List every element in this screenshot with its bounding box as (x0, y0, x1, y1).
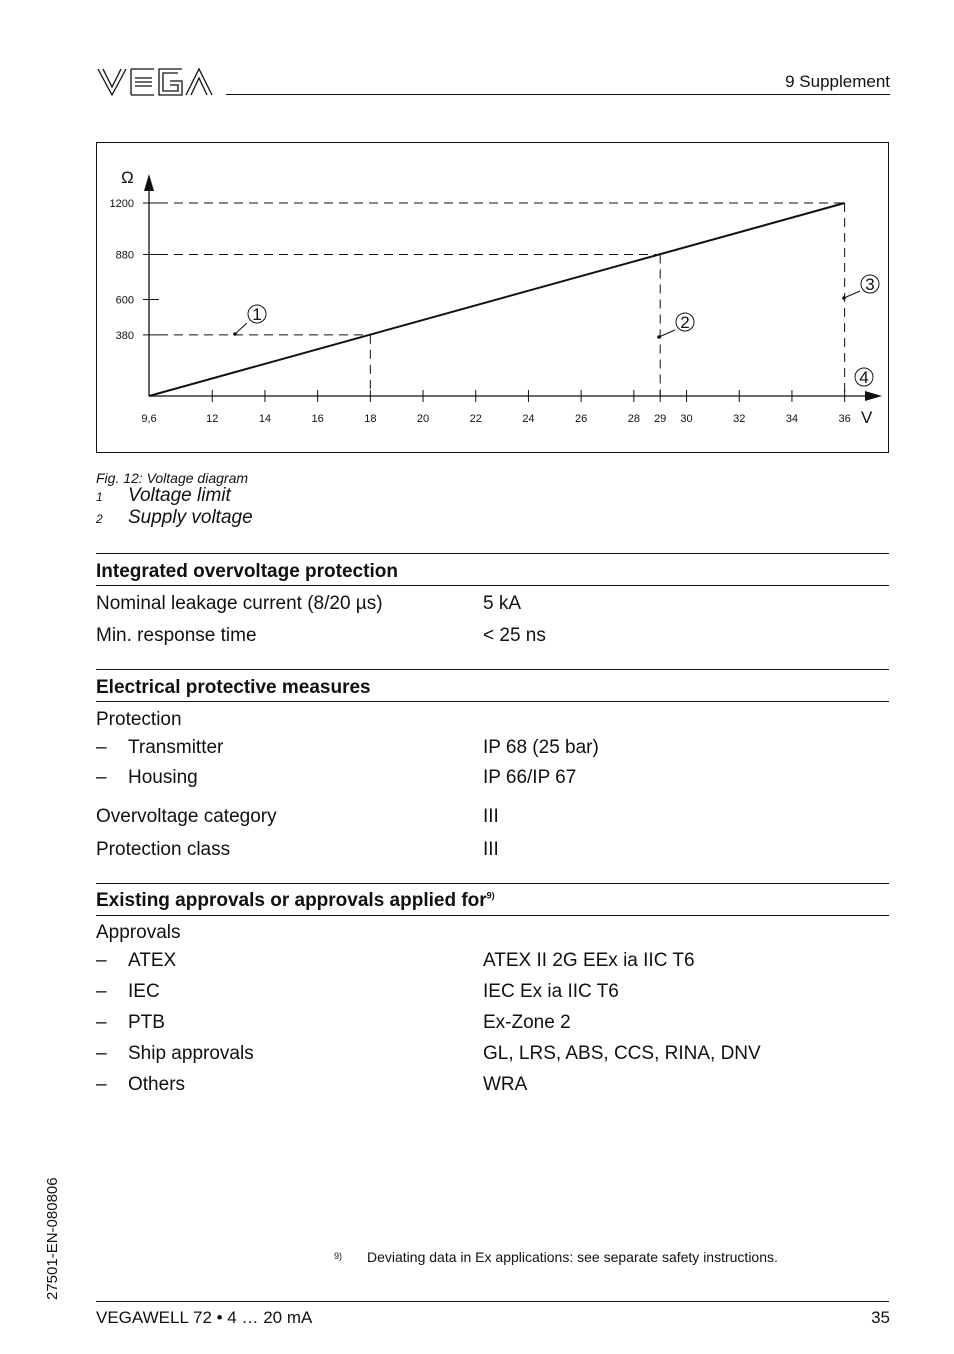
footnote-text: Deviating data in Ex applications: see separate safety instructions. (367, 1249, 778, 1265)
spec-label: ATEX (128, 950, 177, 971)
section-rule-bottom (96, 585, 889, 586)
list-dash: – (96, 950, 107, 971)
x-tick-label: 26 (575, 413, 588, 425)
spec-value: IEC Ex ia IIC T6 (483, 981, 619, 1002)
document-id: 27501-EN-080806 (44, 1177, 61, 1300)
spec-value: III (483, 839, 499, 860)
x-tick-label: 12 (206, 413, 219, 425)
spec-label: PTB (128, 1012, 165, 1033)
spec-value: Ex-Zone 2 (483, 1012, 571, 1033)
x-tick-label: 24 (522, 413, 535, 425)
x-tick-label: 9,6 (141, 413, 157, 425)
legend-item-1 (96, 485, 231, 507)
list-dash: – (96, 767, 107, 788)
footer-product: VEGAWELL 72 • 4 … 20 mA (96, 1308, 313, 1327)
x-axis-label: V (861, 408, 873, 427)
legend-text: Supply voltage (128, 507, 253, 528)
x-tick-label: 18 (364, 413, 377, 425)
list-dash: – (96, 737, 107, 758)
x-tick-label: 34 (785, 413, 799, 425)
callout-leader (235, 323, 247, 334)
footnote-ref: 9) (486, 890, 495, 901)
spec-label: Nominal leakage current (8/20 µs) (96, 593, 383, 614)
section-rule-top (96, 669, 889, 670)
x-tick-label: 29 (654, 413, 667, 425)
list-dash: – (96, 981, 107, 1002)
footnote-mark: 9) (334, 1251, 343, 1261)
section-title: Electrical protective measures (96, 677, 371, 698)
y-tick-label: 1200 (109, 198, 134, 210)
x-axis-arrow (865, 391, 882, 401)
spec-value: III (483, 806, 499, 827)
spec-label: Housing (128, 767, 198, 788)
group-label: Protection (96, 709, 182, 730)
voltage-chart-svg (97, 143, 890, 454)
callout-number: 1 (252, 305, 262, 324)
callout-number: 2 (680, 313, 690, 332)
spec-label: Transmitter (128, 737, 224, 758)
voltage-diagram (96, 142, 889, 453)
spec-value: WRA (483, 1074, 528, 1095)
legend-number: 2 (96, 512, 103, 526)
spec-label: Overvoltage category (96, 806, 277, 827)
section-rule-top (96, 883, 889, 884)
footer-rule (96, 1301, 889, 1302)
callout-dot (233, 332, 237, 336)
y-tick-label: 380 (115, 329, 134, 342)
y-tick-label: 880 (115, 249, 134, 262)
callout-leader (659, 330, 675, 337)
header-rule (226, 94, 890, 95)
section-rule-bottom (96, 701, 889, 702)
x-tick-label: 30 (680, 413, 693, 425)
x-tick-label: 28 (627, 413, 640, 425)
x-tick-label: 16 (311, 413, 324, 425)
section-rule-bottom (96, 915, 889, 916)
section-title: Integrated overvoltage protection (96, 561, 398, 582)
vega-logo (96, 66, 214, 98)
callout-number: 4 (859, 368, 869, 387)
section-rule-top (96, 553, 889, 554)
spec-value: ATEX II 2G EEx ia IIC T6 (483, 950, 695, 971)
spec-value: < 25 ns (483, 625, 546, 646)
callout-dot (842, 296, 846, 300)
list-dash: – (96, 1043, 107, 1064)
series-line (149, 203, 845, 396)
y-tick-label: 600 (115, 294, 134, 307)
spec-label: IEC (128, 981, 160, 1002)
callout-dot (657, 335, 661, 339)
list-dash: – (96, 1074, 107, 1095)
group-label: Approvals (96, 922, 181, 943)
x-tick-label: 32 (733, 413, 746, 425)
list-dash: – (96, 1012, 107, 1033)
callout-number: 3 (865, 275, 875, 294)
x-tick-label: 20 (416, 413, 430, 425)
spec-label: Ship approvals (128, 1043, 254, 1064)
y-axis-label: Ω (121, 168, 134, 187)
spec-value: IP 68 (25 bar) (483, 737, 599, 758)
spec-value: IP 66/IP 67 (483, 767, 577, 788)
x-tick-label: 14 (258, 413, 272, 425)
x-tick-label: 22 (469, 413, 482, 425)
legend-number: 1 (96, 490, 103, 504)
spec-value: GL, LRS, ABS, CCS, RINA, DNV (483, 1043, 761, 1064)
section-title (96, 890, 495, 912)
y-axis-arrow (144, 174, 154, 191)
spec-label: Protection class (96, 839, 231, 860)
section-label: 9 Supplement (785, 72, 890, 91)
spec-label: Min. response time (96, 625, 257, 646)
legend-item-2 (96, 507, 253, 529)
legend-text: Voltage limit (128, 485, 231, 506)
section-title-text: Existing approvals or approvals applied for (96, 890, 487, 911)
page-number: 35 (871, 1308, 890, 1327)
x-tick-label: 36 (838, 413, 851, 425)
callout-leader (844, 291, 860, 298)
figure-caption: Fig. 12: Voltage diagram (96, 470, 249, 486)
spec-label: Others (128, 1074, 186, 1095)
spec-value: 5 kA (483, 593, 522, 614)
